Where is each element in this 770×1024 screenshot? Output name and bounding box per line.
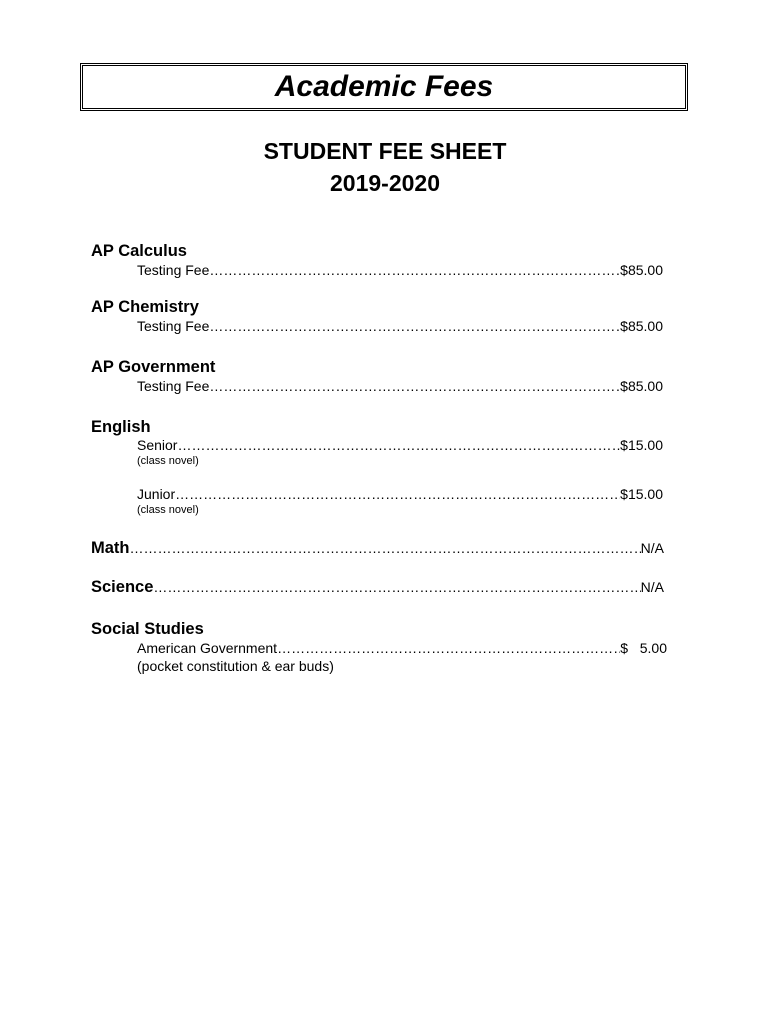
fee-amount: N/A — [640, 579, 664, 595]
school-year: 2019-2020 — [330, 170, 440, 196]
fee-note-american-government: (pocket constitution & ear buds) — [137, 658, 334, 674]
fee-line-science — [91, 578, 664, 597]
section-title-ap-chemistry: AP Chemistry — [91, 298, 199, 316]
fee-label: Junior — [137, 486, 176, 502]
dot-leader — [209, 378, 620, 394]
fee-label: Senior — [137, 437, 178, 453]
fee-note-english-senior: (class novel) — [137, 455, 199, 467]
dot-leader — [175, 486, 620, 502]
title-banner — [82, 65, 686, 109]
dot-leader — [277, 640, 620, 656]
fee-line-american-government — [137, 640, 667, 656]
section-title-english: English — [91, 418, 151, 436]
fee-label: Testing Fee — [137, 318, 210, 334]
fee-amount: $15.00 — [620, 437, 663, 453]
fee-line-ap-government — [137, 378, 663, 394]
dot-leader — [209, 318, 620, 334]
section-title-ap-government: AP Government — [91, 358, 216, 376]
fee-amount: $ 5.00 — [620, 640, 667, 656]
fee-amount: $85.00 — [620, 318, 663, 334]
fee-label: American Government — [137, 640, 278, 656]
section-title-ap-calculus: AP Calculus — [91, 242, 187, 260]
fee-amount: $85.00 — [620, 378, 663, 394]
fee-amount: N/A — [640, 540, 664, 556]
fee-note-english-junior: (class novel) — [137, 504, 199, 516]
fee-line-math — [91, 539, 664, 558]
section-title-science: Science — [91, 578, 154, 596]
section-title-social-studies: Social Studies — [91, 620, 204, 638]
sheet-heading: STUDENT FEE SHEET — [263, 138, 507, 164]
fee-label: Testing Fee — [137, 262, 210, 278]
fee-line-ap-chemistry — [137, 318, 663, 334]
dot-leader — [177, 437, 620, 453]
dot-leader — [130, 540, 641, 556]
fee-amount: $15.00 — [620, 486, 663, 502]
section-title-math: Math — [91, 539, 130, 557]
page-title: Academic Fees — [274, 70, 494, 103]
dot-leader — [153, 579, 640, 595]
fee-line-ap-calculus — [137, 262, 663, 278]
fee-line-english-junior — [137, 486, 663, 502]
fee-label: Testing Fee — [137, 378, 210, 394]
dot-leader — [209, 262, 620, 278]
fee-line-english-senior — [137, 437, 663, 453]
fee-amount: $85.00 — [620, 262, 663, 278]
